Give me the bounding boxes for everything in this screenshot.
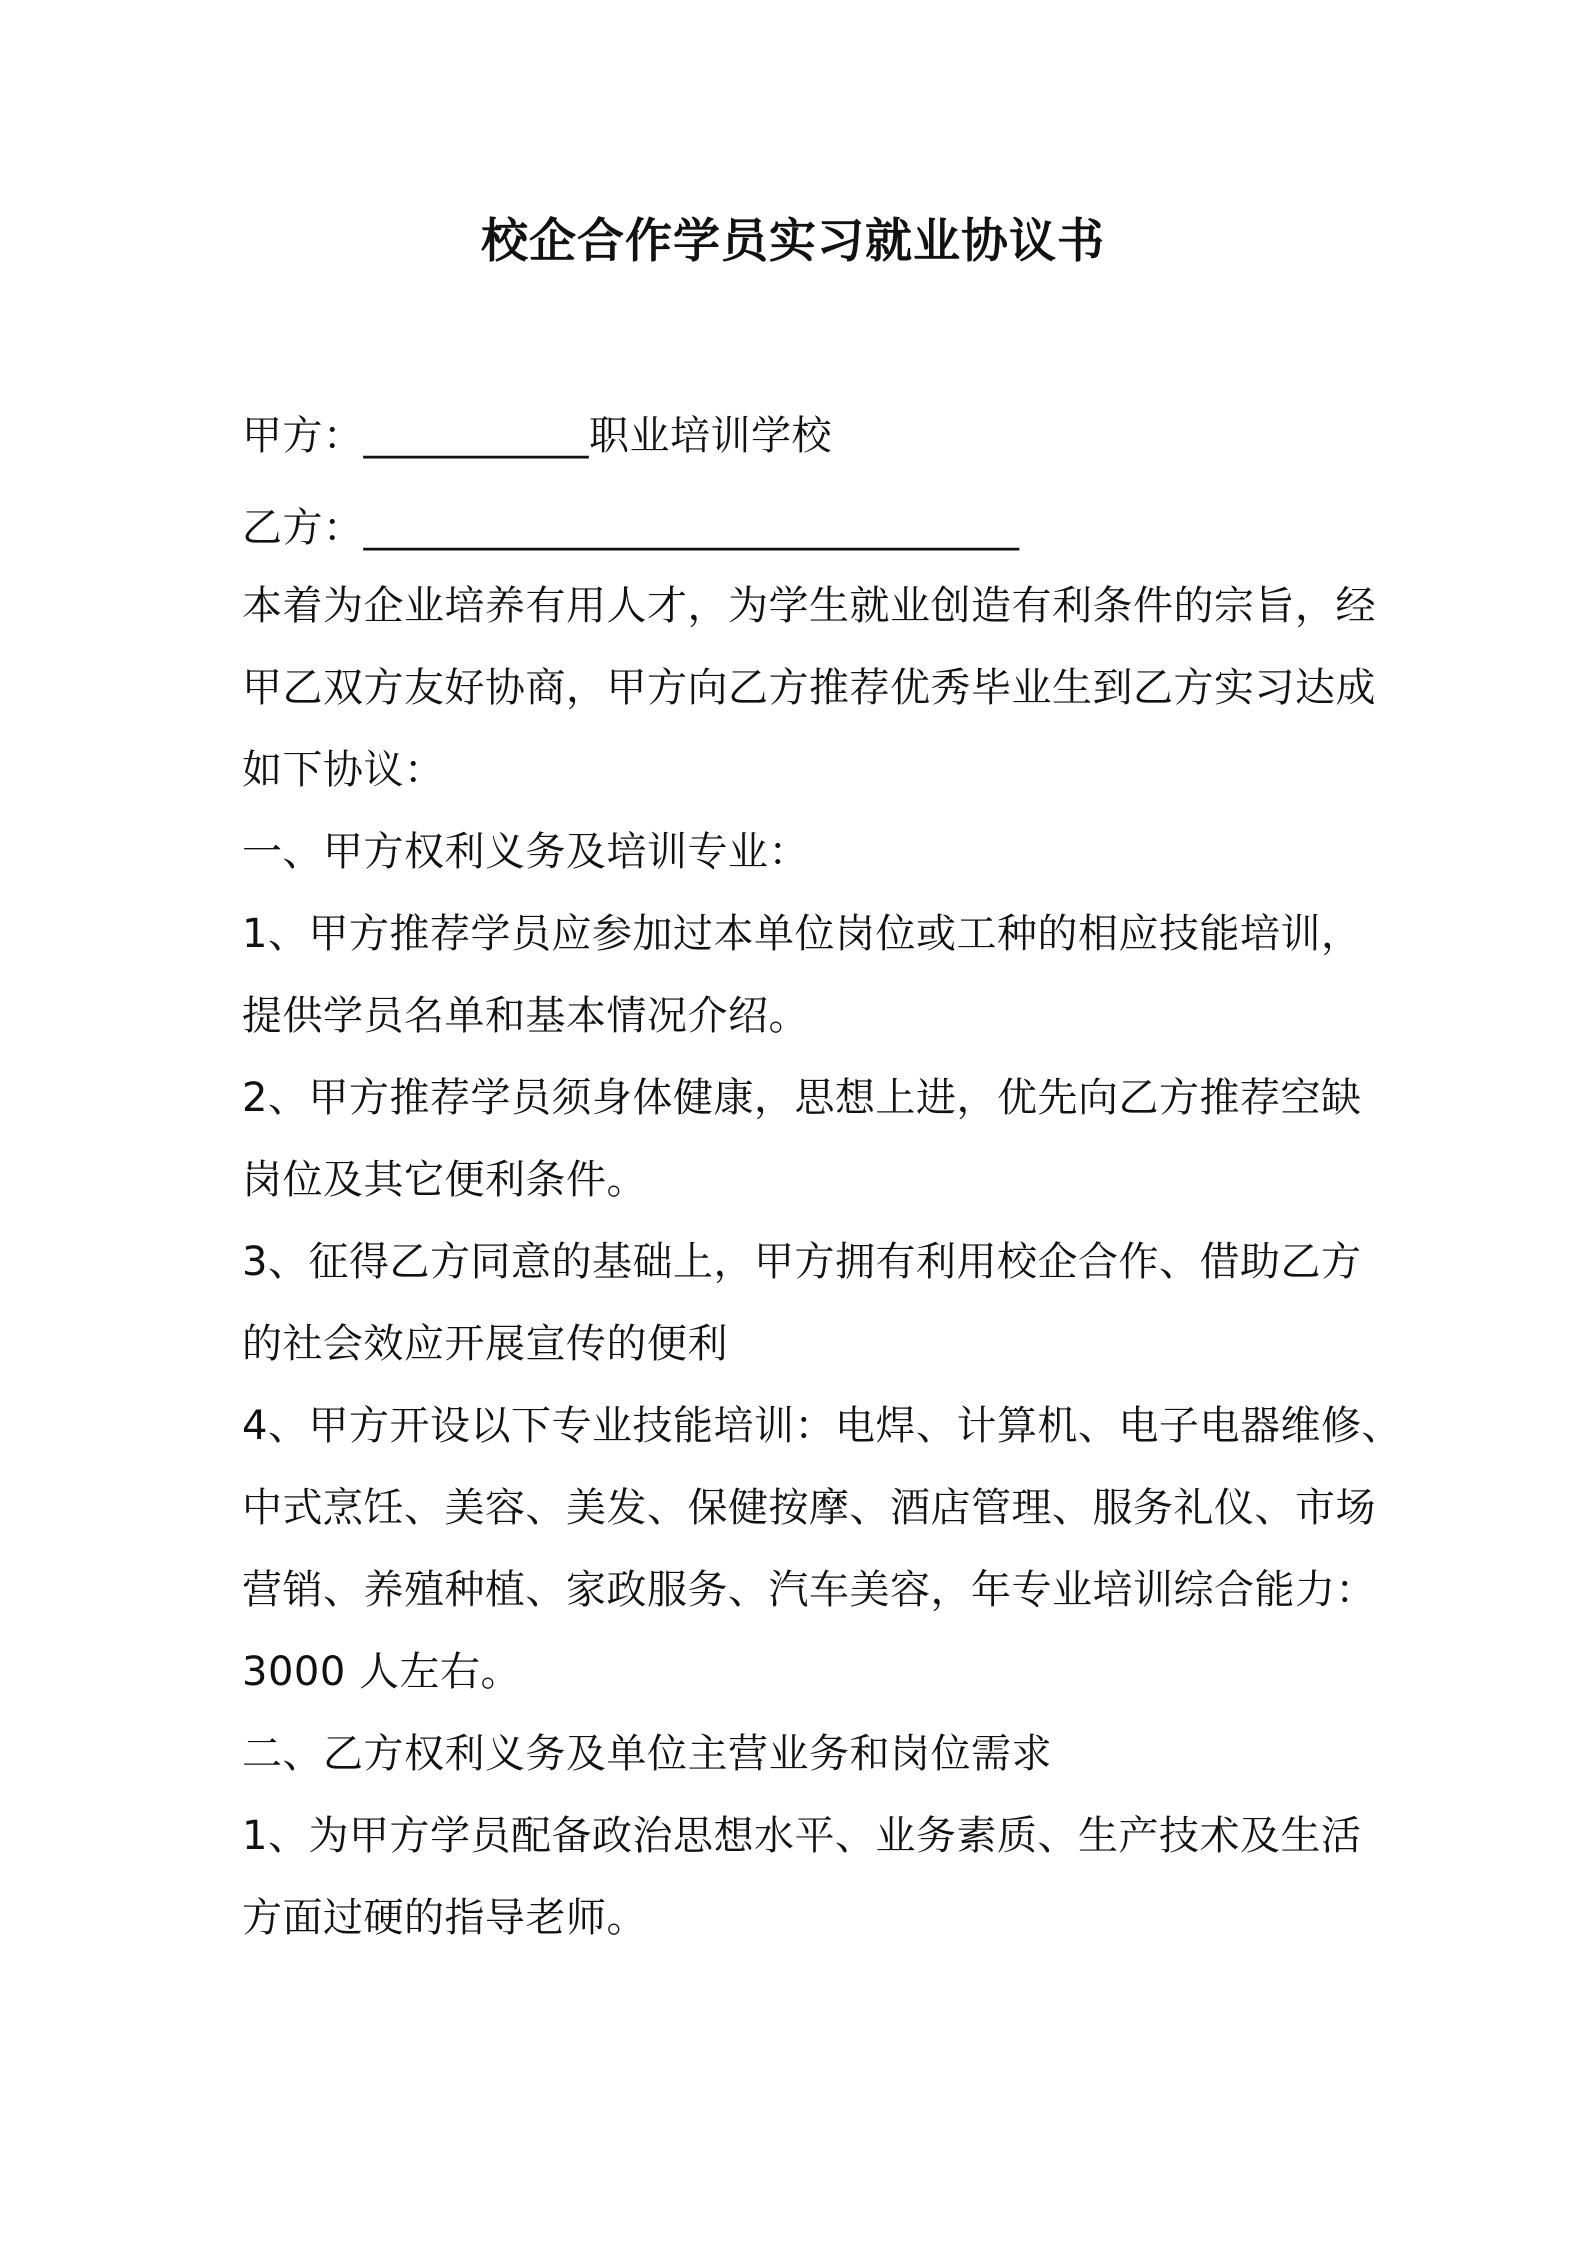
section-1-item-3-line: 3、征得乙方同意的基础上，甲方拥有利用校企合作、借助乙方 xyxy=(242,1239,1362,1285)
section-1-item-1-line: 提供学员名单和基本情况介绍。 xyxy=(242,993,809,1039)
section-1-item-4-line: 中式烹饪、美容、美发、保健按摩、酒店管理、服务礼仪、市场 xyxy=(242,1485,1376,1531)
intro-line: 如下协议： xyxy=(242,747,445,793)
document-title: 校企合作学员实习就业协议书 xyxy=(481,214,1105,269)
section-2-item-1-line: 1、为甲方学员配备政治思想水平、业务素质、生产技术及生活 xyxy=(242,1813,1362,1859)
section-2-item-1-line: 方面过硬的指导老师。 xyxy=(242,1895,647,1941)
section-1-item-4-line: 4、甲方开设以下专业技能培训：电焊、计算机、电子电器维修、 xyxy=(242,1403,1402,1449)
intro-line: 甲乙双方友好协商，甲方向乙方推荐优秀毕业生到乙方实习达成 xyxy=(242,665,1376,711)
section-1-item-1-line: 1、甲方推荐学员应参加过本单位岗位或工种的相应技能培训， xyxy=(242,911,1362,957)
party-b-line: 乙方：________________________________ xyxy=(242,505,1020,551)
section-1-item-3-line: 的社会效应开展宣传的便利 xyxy=(242,1321,728,1367)
section-1-item-2-line: 岗位及其它便利条件。 xyxy=(242,1157,647,1203)
section-1-item-4-line: 3000 人左右。 xyxy=(242,1649,522,1695)
section-1-item-2-line: 2、甲方推荐学员须身体健康，思想上进，优先向乙方推荐空缺 xyxy=(242,1075,1362,1121)
party-a-line: 甲方：___________职业培训学校 xyxy=(242,413,832,459)
intro-line: 本着为企业培养有用人才，为学生就业创造有利条件的宗旨，经 xyxy=(242,583,1376,629)
section-1-item-4-line: 营销、养殖种植、家政服务、汽车美容，年专业培训综合能力： xyxy=(242,1567,1376,1613)
section-2-heading: 二、乙方权利义务及单位主营业务和岗位需求 xyxy=(242,1731,1052,1777)
section-1-heading: 一、甲方权利义务及培训专业： xyxy=(242,829,809,875)
